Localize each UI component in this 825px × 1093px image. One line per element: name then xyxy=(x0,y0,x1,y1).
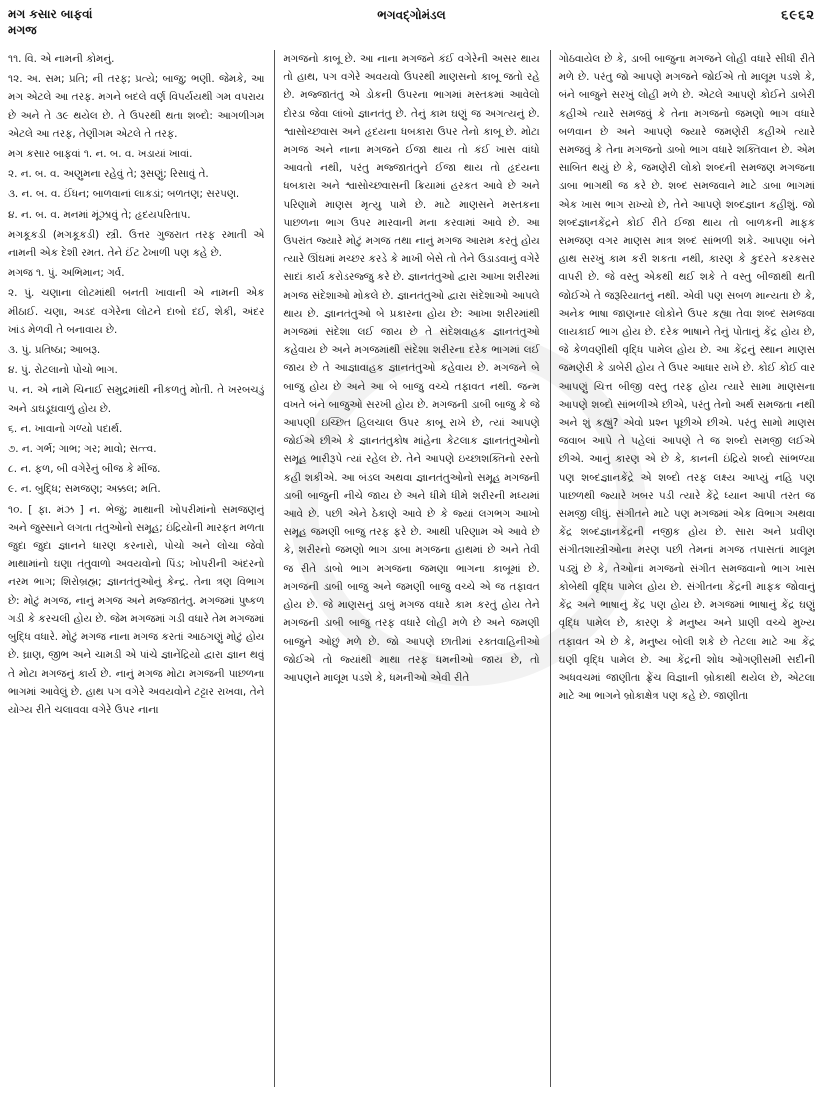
column-left xyxy=(8,50,264,1087)
dictionary-entry: ગોઠવાયેલ છે કે, ડાબી બાજુના મગજને લોહી વધારે સીધી રીતે મળે છે. પરંતુ જો આપણે મગજને જોઈએ તો માલૂમ પડશે કે, બંને બાજુને સરખું લોહી મળે છે. એટલે આપણે કોઈને ડાબેરી કહીએ ત્યારે સમજવું કે તેના મગજનો જમણો ભાગ વધારે બળવાન છે અને આપણે જ્યારે જમણેરી કહીએ ત્યારે સમજવું કે તેના મગજનો ડાબો ભાગ વધારે શક્તિવાન છે. એમ સાબિત થયું છે કે, જમણેરી લોકો શબ્દની સમજણ મગજના ડાબા ભાગથી જ કરે છે. શબ્દ સમજવાને માટે ડાબા ભાગમાં એક ખાસ ભાગ રાખ્યો છે, તેને આપણે શબ્દજ્ઞાન કહીશું. જો શબ્દજ્ઞાનકેંદ્રને કોઈ રીતે ઈજા થાય તો બાળકની માફક સમજણ વગર માણસ માત્ર શબ્દ સાંભળી શકે. આપણા બંને હાથ સરખું કામ કરી શકતા નથી, કારણ કે કુદરતે કરકસર વાપરી છે. જે વસ્તુ એકથી થઈ શકે તે વસ્તુ બીજાથી થતી જોઈએ તે જરૂરિયાતનું નથી. એવી પણ સબળ માન્યતા છે કે, અનેક ભાષા જાણનાર લોકોને ઉપર કહ્યા તેવા શબ્દ સમજવા લાયકાઈ ભાગ હોય છે. દરેક ભાષાને તેનું પોતાનું કેંદ્ર હોય છે, જે કેળવણીથી વૃદ્ધિ પામેલ હોય છે. આ કેંદ્રનું સ્થાન માણસ જમણેરી કે ડાબેરી હોય તે ઉપર આધાર રાખે છે. કોઈ કોઈ વાર આપણું ચિત્ત બીજી વસ્તુ તરફ હોય ત્યારે સામા માણસના આપણે શબ્દો સાંભળીએ છીએ, પરંતુ તેનો અર્થ સમજતા નથી અને શું કહ્યું? એવો પ્રશ્ન પૂછીએ છીએ. પરંતુ સામો માણસ જવાબ આપે તે પહેલાં આપણે તે જ શબ્દો સમજી લઈએ છીએ. આનું કારણ એ છે કે, કાનની ઇંદ્રિયે શબ્દો સાંભળ્યા પણ શબ્દજ્ઞાનકેંદ્રે એ શબ્દો તરફ લક્ષ્ય આપ્યું નહિ પણ પાછળથી જ્યારે ખબર પડી ત્યારે કેંદ્રે ધ્યાન આપી તરત જ સમજી લીધું. સંગીતને માટે પણ મગજમાં એક વિભાગ અથવા કેંદ્ર શબ્દજ્ઞાનકેંદ્રની નજીક હોય છે. સારા અને પ્રવીણ સંગીતશાસ્ત્રીઓના મરણ પછી તેમનાં મગજ તપાસતાં માલૂમ પડ્યું છે કે, તેઓનાં મગજનો સંગીત સમજવાનો ભાગ ખાસ કોબેથી વૃદ્ધિ પામેલ હોય છે. સંગીતના કેંદ્રની માફક જોવાનું કેંદ્ર અને ભાષાનું કેંદ્ર પણ હોય છે. મગજમાં ભાષાનું કેંદ્ર ઘણું વૃદ્ધિ પામેલ છે, કારણ કે મનુષ્ય અને પ્રાણી વચ્ચે મુખ્ય તફાવત એ છે કે, મનુષ્ય બોલી શકે છે તેટલા માટે આ કેંદ્ર ઘણી વૃદ્ધિ પામેલ છે. આ કેંદ્રની શોધ ઓગણીસમી સદીની અધવચમાં જાણીતા ફ્રેંચ વિજ્ઞાની બ્રોકાથી થયેલ છે, એટલા માટે આ ભાગને બ્રોકાક્ષેત્ર પણ કહે છે. જાણીતા xyxy=(558,53,815,703)
dictionary-entry: ૭. ન. ગર્ભ; ગાભ; ગર; માવો; સત્ત્વ. xyxy=(8,443,157,456)
dictionary-entry: ૨. ન. બ. વ. અણુમના રહેવું તે; રૂસણું; રિસાવું તે. xyxy=(8,168,209,181)
dictionary-entry: મગજનો કાબૂ છે. આ નાના મગજને કંઈ વગેરેની અસર થાય તો હાથ, પગ વગેરે અવયવો ઉપરથી માણસનો કાબૂ જતો રહે છે. મજ્જાતંતુ એ ડોકની ઉપરના ભાગમાં મસ્તકમાં આવેલો દોરડા જેવા લાંબો જ્ઞાનતંતુ છે. તેનું કામ ઘણું જ અગત્યનું છે. શ્વાસોચ્છ્વાસ અને હૃદયના ધબકારા ઉપર તેનો કાબૂ છે. મોટા મગજ અને નાના મગજને ઈજા થાય તો કંઈ ખાસ વાંધો આવતો નથી, પરંતુ મજ્જાતંતુને ઈજા થાય તો હૃદયના ધબકારા અને શ્વાસોચ્છ્વાસની ક્રિયામાં હરકત આવે છે અને પરિણામે માણસ મૃત્યુ પામે છે. માટે માણસને મસ્તકના પાછળના ભાગ ઉપર મારવાની મના કરવામાં આવે છે. આ ઉપરાંત જ્યારે મોટું મગજ તથા નાનું મગજ આરામ કરતું હોય ત્યારે ઊંઘમાં મચ્છર કરડે કે માખી બેસે તો તેને ઉડાડવાનું વગેરે સાદાં કાર્ય કરોડરજ્જુ કરે છે. જ્ઞાનતંતુઓ દ્વારા આખા શરીરમાં મગજ સંદેશાઓ મોકલે છે. જ્ઞાનતંતુઓ દ્વારા સંદેશાઓ આપલે થાય છે. જ્ઞાનતંતુઓ બે પ્રકારના હોય છે: આખા શરીરમાંથી મગજમાં સંદેશા લઈ જાય છે તે સંદેશવાહક જ્ઞાનતંતુઓ કહેવાય છે અને મગજમાંથી સંદેશા શરીરના દરેક ભાગમાં લઈ જાય છે તે આજ્ઞાવાહક જ્ઞાનતંતુઓ કહેવાય છે. મગજને બે બાજુ હોય છે અને આ બે બાજુ વચ્ચે તફાવત નથી. જન્મ વખતે બંને બાજુઓ સરખી હોય છે. મગજની ડાબી બાજુ કે જે આપણી ઇચ્છિત હિલચાલ ઉપર કાબૂ રાખે છે, ત્યાં આપણે જોઈએ છીએ કે જ્ઞાનતંતુકોષ માંહેના કેટલાક જ્ઞાનતંતુઓનો સમૂહ ભારીરૂપે ત્યાં રહેલ છે. તેને આપણે ઇચ્છાશક્તિનો રસ્તો કહી શકીએ. આ બંડલ અથવા જ્ઞાનતંતુઓનો સમૂહ મગજની ડાબી બાજુની નીચે જાય છે અને ધીમે ધીમે શરીરની મધ્યમાં આવે છે. પછી એને ઠેકાણે આવે છે કે જ્યાં લગભગ આખો સમૂહ જમણી બાજુ તરફ ફરે છે. આથી પરિણામ એ આવે છે કે, શરીરનો જમણો ભાગ ડાબા મગજના હાથમાં છે અને તેવી જ રીતે ડાબો ભાગ મગજના જમણા ભાગના કાબૂમાં છે. મગજની ડાબી બાજુ અને જમણી બાજુ વચ્ચે એ જ તફાવત હોય છે. જે માણસનું ડાબું મગજ વધારે કામ કરતું હોય તેને મગજની ડાબી બાજુ તરફ વધારે લોહી મળે છે અને જમણી બાજુને ઓછું મળે છે. જો આપણે છાતીમાં રક્તવાહિનીઓ જોઈએ તો જ્યાંથી માથા તરફ ધમનીઓ જાય છે, તો આપણને માલૂમ પડશે કે, ધમનીઓ એવી રીતે xyxy=(283,53,540,684)
dictionary-entry: ૫. ન. એ નામે ચિનાઈ સમુદ્રમાંથી નીકળતું મોતી. તે ખરબચડું અને ડાઘડૂઘવાળું હોય છે. xyxy=(8,384,265,415)
header-first-word: મગ કસાર બાફવાં xyxy=(8,7,93,21)
dictionary-entry: ૧૧. વિ. એ નામની કોમનું. xyxy=(8,53,115,65)
dictionary-entry: ૮. ન. ફળ, બી વગેરેનું બીજ કે મીંજ. xyxy=(8,463,161,476)
dictionary-entry: ૧૨. અ. સમ; પ્રતિ; ની તરફ; પ્રત્યે; બાજુ; ભણી. જેમકે, આ મગ એટલે આ તરફ. મગને બદલે વર્ણ વિપર્યયથી ગમ વપરાય છે અને તે ૩૯ થયેલ છે. તે ઉપરથી થતા શબ્દો: આગળીગમ એટલે આ તરફ, તેણીગમ એટલે તે તરફ. xyxy=(8,73,265,140)
dictionary-entry: ૨. પું. ચણાના લોટમાંથી બનતી ખાવાની એ નામની એક મીઠાઈ. ચણા, અડદ વગેરેના લોટને દાબો દઈ, શેકી, અંદર ખાંડ મેળવી તે બનાવાય છે. xyxy=(8,287,265,336)
header-last-word: મગજ xyxy=(8,23,37,37)
page-number: ૬૯૬૨ xyxy=(781,8,815,23)
dictionary-entry: મગકૂકડી (મગકૂકડી) સ્ત્રી. ઉત્તર ગુજરાત તરફ રમાતી એ નામની એક દેશી રમત. તેને ઈંટ ઢેખાળી પણ કહે છે. xyxy=(8,228,265,260)
dictionary-entry: ૩. ન. બ. વ. ઈંધન; બાળવાનાં લાકડાં; બળતણ; સરપણ. xyxy=(8,188,240,201)
column-middle xyxy=(274,50,539,1087)
dictionary-entry: ૩. પું. પ્રતિષ્ઠા; આબરૂ. xyxy=(8,344,101,357)
dictionary-entry: ૪. પું. રોટલાનો પોચો ભાગ. xyxy=(8,364,118,377)
header-title: ભગવદ્ગોમંડલ xyxy=(377,8,446,22)
dictionary-columns xyxy=(8,50,815,1087)
dictionary-entry: ૧૦. [ ફા. મંઝ ] ન. ભેજું; માથાની ખોપરીમાંનો સમજણનું અને જુસ્સાને લગતા તંતુઓનો સમૂહ; ઇંદ્રિયોની મારફત મળતા જુદા જુદા જ્ઞાનને ધારણ કરનારો, પોચો અને લોચા જેવો માથામાંનો ઘણા તંતુવાળો અવયવોનો પિંડ; ખોપરીની અંદરનો નરમ ભાગ; શિરોબ્રહ્મ; જ્ઞાનતંતુઓનું કેન્દ્ર. તેના ત્રણ વિભાગ છે: મોટું મગજ, નાનું મગજ અને મજ્જાતંતુ. મગજમાં પુષ્કળ ગડી કે કરચલી હોય છે. જેમ મગજમાં ગડી વધારે તેમ મગજમાં બુદ્ધિ વધારે. મોટું મગજ નાના મગજ કરતાં આઠગણું મોટું હોય છે. ઘ્રાણ, જીભ અને ચામડી એ પાંચે જ્ઞાનેંદ્રિયો દ્વારા જ્ઞાન થવું તે મોટા મગજનું કાર્ય છે. નાનું મગજ મોટા મગજની પાછળના ભાગમાં આવેલું છે. હાથ પગ વગેરે અવયવોને ટટ્ટાર રાખવા, તેને યોગ્ય રીતે ચલાવવા વગેરે ઉપર નાના xyxy=(8,503,265,716)
page-header xyxy=(8,6,815,46)
dictionary-entry: મગજ ૧. પું. અભિમાન; ગર્વ. xyxy=(8,267,125,280)
column-right xyxy=(550,50,815,1087)
dictionary-entry: મગ કસાર બાફવાં ૧. ન. બ. વ. ખડાયાં ખાવાં. xyxy=(8,148,193,161)
dictionary-entry: ૬. ન. ખાવાનો ગળ્યો પદાર્થ. xyxy=(8,422,123,435)
dictionary-entry: ૪. ન. બ. વ. મનમાં મૂંઝાવું તે; હૃદયપરિતાપ. xyxy=(8,208,191,221)
dictionary-entry: ૯. ન. બુદ્ધિ; સમજણ; અક્કલ; મતિ. xyxy=(8,483,161,496)
